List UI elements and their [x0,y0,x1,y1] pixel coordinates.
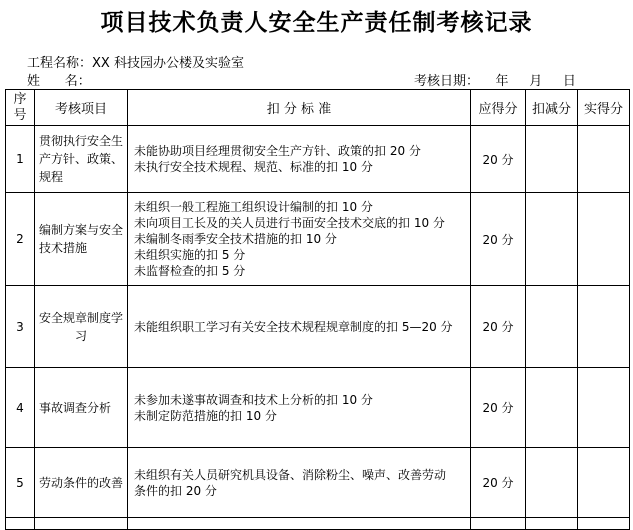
table-row [6,448,630,518]
standard-line: 未制定防范措施的扣 10 分 [134,408,277,423]
standard-line: 未组织实施的扣 5 分 [134,248,246,262]
header-item: 考核项目 [35,90,128,126]
row-seq: 1 [6,126,35,193]
empty-cell [526,518,578,530]
row-item: 贯彻执行安全生产方针、政策、规程 [35,126,128,193]
empty-cell [128,518,471,530]
standard-line: 未编制冬雨季安全技术措施的扣 10 分 [134,232,337,246]
standard-line: 未监督检查的扣 5 分 [134,264,246,278]
header-standard: 扣 分 标 准 [128,90,471,126]
empty-cell [471,518,526,530]
header-score-actual: 实得分 [578,90,630,126]
header-seq-line: 号 [13,107,27,123]
row-standard [128,126,471,193]
row-score-due: 20 分 [471,286,526,368]
table-header-row [6,90,630,126]
header-seq [6,90,35,126]
row-score-actual-cell[interactable] [578,193,630,286]
standard-line: 未组织一般工程施工组织设计编制的扣 10 分 [134,200,373,214]
row-seq: 5 [6,448,35,518]
empty-cell [6,518,35,530]
row-seq: 2 [6,193,35,286]
standard-line: 未组织有关人员研究机具设备、消除粉尘、噪声、改善劳动 [134,467,447,482]
row-score-deduct-cell[interactable] [526,368,578,448]
row-seq: 3 [6,286,35,368]
empty-cell [35,518,128,530]
row-score-due: 20 分 [471,368,526,448]
standard-line: 未能协助项目经理贯彻安全生产方针、政策的扣 20 分 [134,144,421,158]
standard-line: 未向项目工长及的关人员进行书面安全技术交底的扣 10 分 [134,216,445,230]
table-row [6,126,630,193]
row-item: 安全规章制度学习 [35,286,128,368]
date-line: 考核日期： 年 月 日 [414,74,576,89]
row-score-due: 20 分 [471,448,526,518]
row-score-actual-cell[interactable] [578,448,630,518]
project-name-line: 工程名称：XX 科技园办公楼及实验室 [27,56,244,71]
row-score-deduct-cell[interactable] [526,448,578,518]
header-seq-line: 序 [13,91,27,107]
row-score-due: 20 分 [471,193,526,286]
header-score-due: 应得分 [471,90,526,126]
standard-line: 未执行安全技术规程、规范、标准的扣 10 分 [134,160,373,174]
row-score-deduct-cell[interactable] [526,286,578,368]
empty-cell [578,518,630,530]
table-row [6,193,630,286]
standard-line: 未能组织职工学习有关安全技术规程规章制度的扣 5—20 分 [134,319,453,334]
row-standard [128,448,471,518]
standard-line: 条件的扣 20 分 [134,483,217,498]
document-title: 项目技术负责人安全生产责任制考核记录 [100,9,533,36]
table-row [6,368,630,448]
row-standard [128,368,471,448]
row-item: 劳动条件的改善 [35,448,128,518]
row-item: 编制方案与安全技术措施 [35,193,128,286]
header-score-deduct: 扣减分 [526,90,578,126]
row-score-actual-cell[interactable] [578,368,630,448]
standard-line: 未参加未遂事故调查和技术上分析的扣 10 分 [134,392,373,407]
row-score-actual-cell[interactable] [578,126,630,193]
row-seq: 4 [6,368,35,448]
row-score-deduct-cell[interactable] [526,126,578,193]
assessment-table [5,89,630,530]
row-score-due: 20 分 [471,126,526,193]
row-score-deduct-cell[interactable] [526,193,578,286]
table-row [6,286,630,368]
row-standard [128,193,471,286]
row-standard [128,286,471,368]
row-score-actual-cell[interactable] [578,286,630,368]
table-row-continuation [6,518,630,530]
name-line: 姓 名： [27,74,91,89]
row-item: 事故调查分析 [35,368,128,448]
